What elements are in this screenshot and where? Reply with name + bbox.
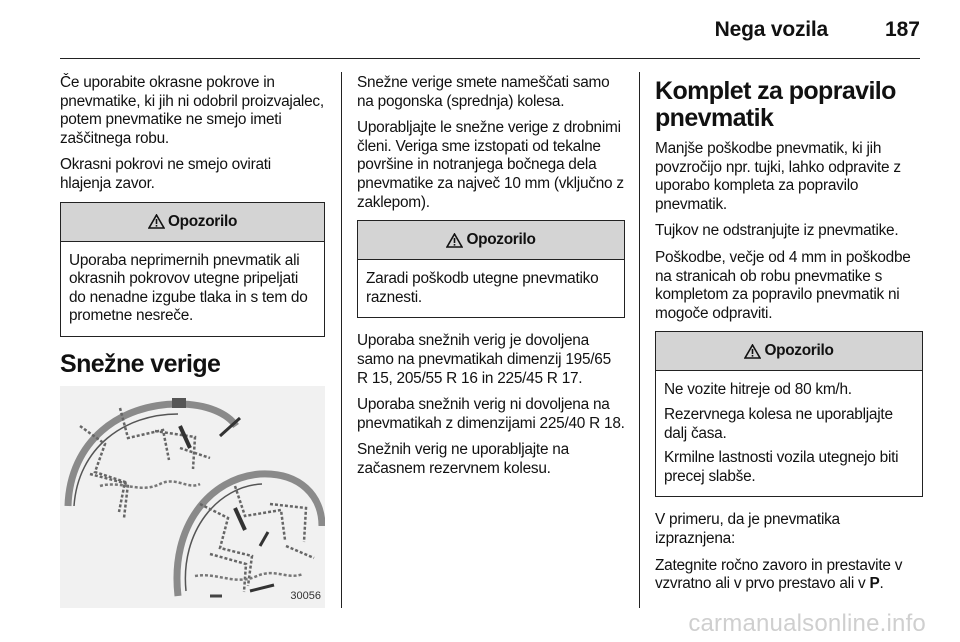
paragraph-text: Zategnite ročno zavoro in prestavite v vzvratno ali v prvo prestavo ali v	[655, 556, 903, 593]
paragraph: Okrasni pokrovi ne smejo ovirati hlajenja zavor.	[60, 156, 271, 192]
column-1	[60, 74, 325, 608]
paragraph: Poškodbe, večje od 4 mm in poškodbe na stranicah ob robu pnevmatike s kompletom za popravilo pnevmatik ni mogoče odpraviti.	[655, 248, 911, 322]
paragraph: Uporaba snežnih verig je dovoljena samo na pnevmatikah dimenzij 195/65 R 15, 205/55 R 16 in 225/45 R 17.	[357, 332, 611, 387]
figure-number: 30056	[290, 589, 321, 602]
paragraph: Uporaba snežnih verig ni dovoljena na pnevmatikah z dimenzijami 225/40 R 18.	[357, 396, 625, 432]
section-heading: Snežne verige	[60, 349, 221, 378]
warning-header	[358, 221, 624, 260]
warning-header	[656, 332, 922, 371]
warning-title: Opozorilo	[466, 231, 536, 249]
column-divider	[341, 72, 342, 608]
warning-title: Opozorilo	[764, 342, 834, 360]
column-divider	[639, 72, 640, 608]
warning-text: Ne vozite hitreje od 80 km/h.	[664, 381, 852, 399]
warning-header	[61, 203, 324, 242]
paragraph: Tujkov ne odstranjujte iz pnevmatike.	[655, 222, 899, 240]
warning-text: Krmilne lastnosti vozila utegnejo biti precej slabše.	[664, 449, 899, 485]
paragraph: Manjše poškodbe pnevmatik, ki jih povzročijo npr. tujki, lahko odpravite z uporabo kompleta za popravilo pnevmatik.	[655, 140, 901, 213]
page-number: 187	[884, 18, 920, 41]
watermark: carmanualsonline.info	[688, 610, 926, 637]
warning-text: Rezervnega kolesa ne uporabljajte dalj časa.	[664, 405, 893, 442]
warning-triangle-icon	[148, 214, 165, 229]
snow-chains-illustration	[60, 386, 325, 608]
gear-label: P	[869, 575, 880, 593]
paragraph: V primeru, da je pnevmatika izpraznjena:	[655, 511, 840, 547]
warning-triangle-icon	[744, 344, 761, 359]
paragraph-text: .	[879, 575, 884, 593]
warning-box	[655, 331, 923, 497]
warning-box	[60, 202, 325, 337]
section-heading: Komplet za popravilo pnevmatik	[655, 77, 896, 132]
chapter-title: Nega vozila	[714, 18, 828, 41]
warning-triangle-icon	[446, 233, 463, 248]
paragraph: Snežnih verig ne uporabljajte na začasnem rezervnem kolesu.	[357, 441, 569, 477]
page-header	[60, 0, 920, 59]
paragraph: Uporabljajte le snežne verige z drobnimi členi. Veriga sme izstopati od tekalne površine in notranjega bočnega dela pnevmatike za največ 10 mm (vključno z zaklepom).	[357, 119, 624, 211]
warning-text: Uporaba neprimernih pnevmatik ali okrasnih pokrovov utegne pripeljati do nenadne izgube tlaka in s tem do prometne nesreče.	[69, 251, 308, 325]
column-2	[357, 74, 625, 487]
paragraph	[655, 557, 923, 594]
warning-text: Zaradi poškodb utegne pnevmatiko raznesti.	[366, 270, 599, 306]
column-3	[655, 74, 923, 602]
paragraph: Snežne verige smete nameščati samo na pogonska (sprednja) kolesa.	[357, 74, 610, 110]
warning-box	[357, 220, 625, 318]
warning-title: Opozorilo	[167, 212, 238, 230]
paragraph: Če uporabite okrasne pokrove in pnevmatike, ki jih ni odobril proizvajalec, potem pnevmatike ne smejo imeti zaščitnega robu.	[60, 74, 324, 147]
